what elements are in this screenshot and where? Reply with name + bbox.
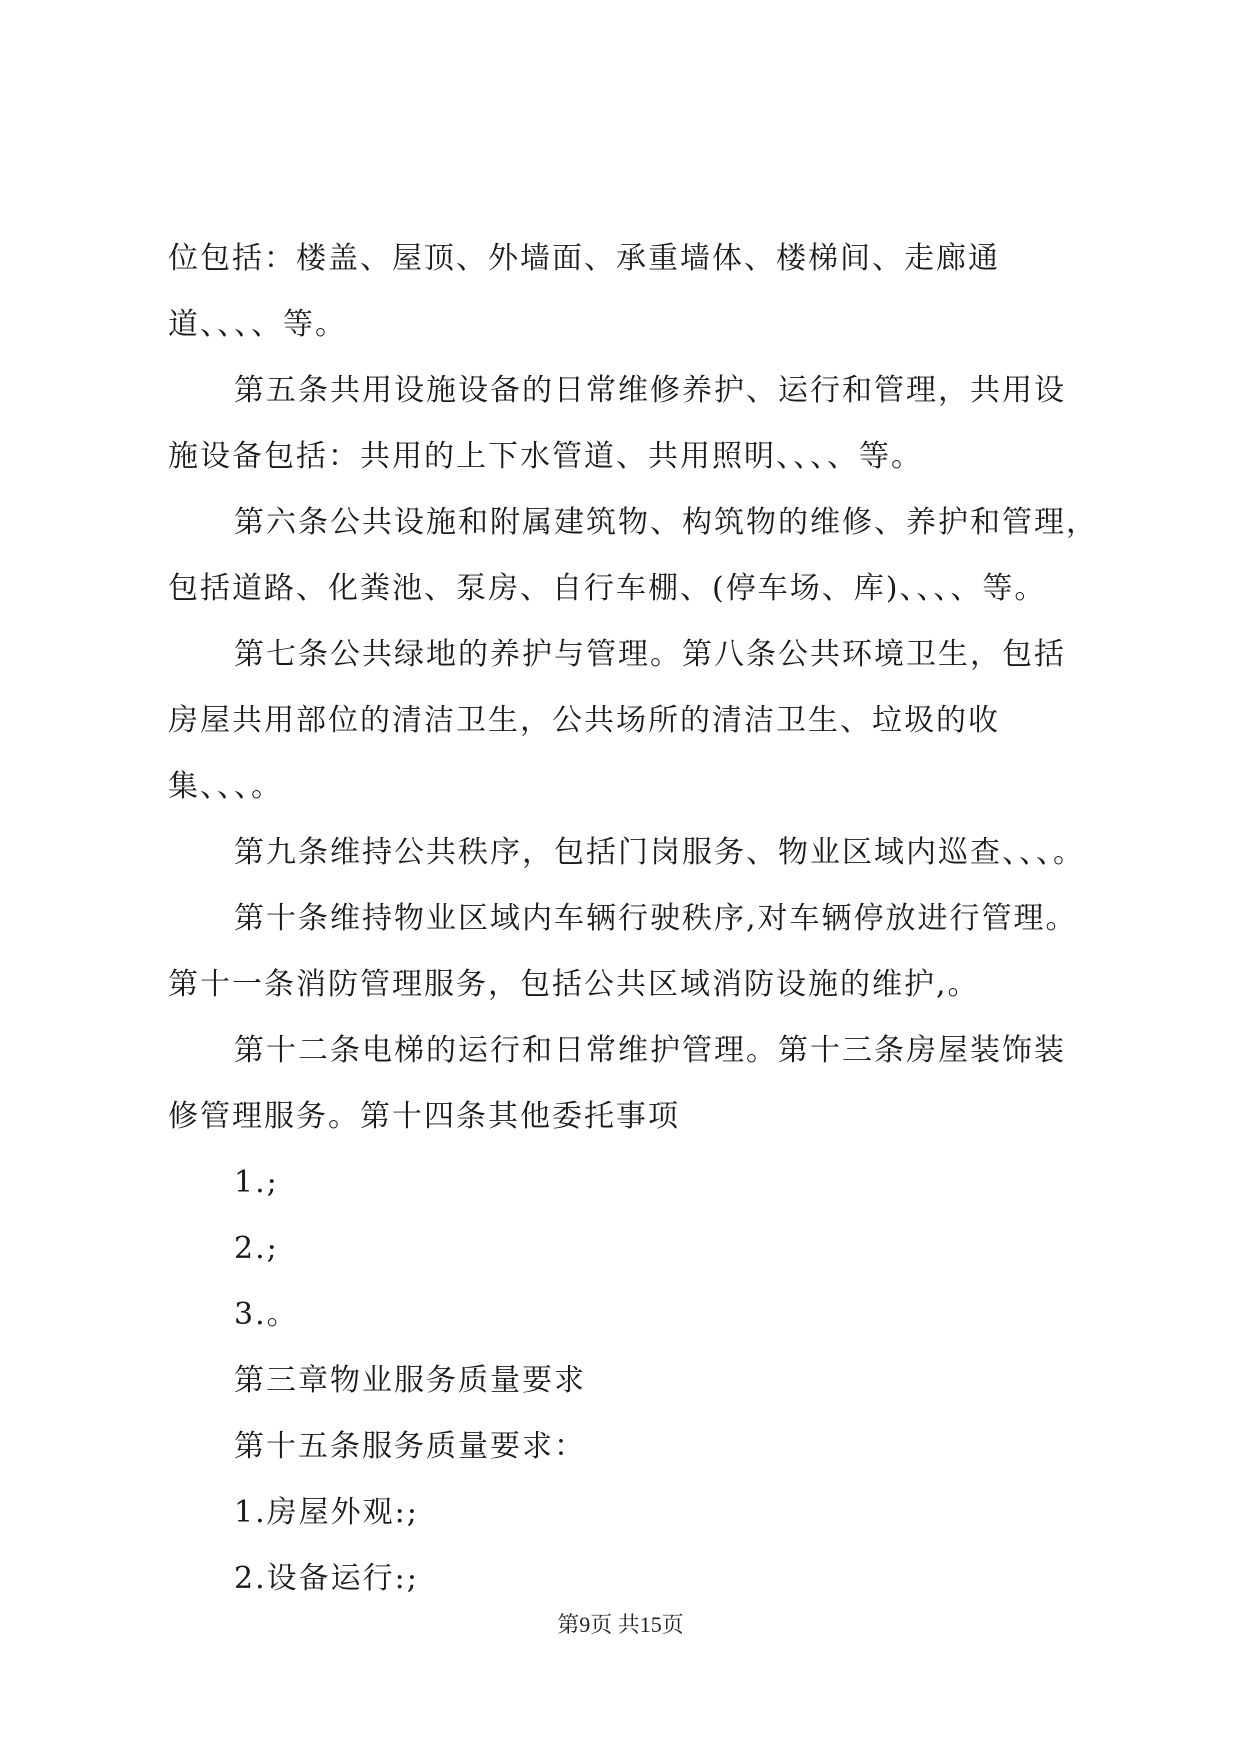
document-body xyxy=(168,226,1098,1612)
text-line: 第七条公共绿地的养护与管理。第八条公共环境卫生，包括 xyxy=(234,637,1066,672)
text-line: 第十条维持物业区域内车辆行驶秩序,对车辆停放进行管理。 xyxy=(234,901,1078,936)
chapter-heading: 第三章物业服务质量要求 xyxy=(234,1363,586,1398)
text-line: 第五条共用设施设备的日常维修养护、运行和管理，共用设 xyxy=(234,373,1066,408)
text-line: 集、、、。 xyxy=(168,769,283,804)
text-line: 第十一条消防管理服务，包括公共区域消防设施的维护,。 xyxy=(168,967,980,1002)
list-item: 2.; xyxy=(234,1231,279,1266)
text-line: 施设备包括：共用的上下水管道、共用照明、、、、等。 xyxy=(168,439,923,474)
text-line: 房屋共用部位的清洁卫生，公共场所的清洁卫生、垃圾的收 xyxy=(168,703,1000,738)
text-line: 第十二条电梯的运行和日常维护管理。第十三条房屋装饰装 xyxy=(234,1033,1066,1068)
page-number-footer: 第9页 共15页 xyxy=(557,1612,684,1637)
text-line: 包括道路、化粪池、泵房、自行车棚、(停车场、库)、、、、等。 xyxy=(168,571,1047,606)
list-item: 1.房屋外观:; xyxy=(234,1495,419,1530)
text-line: 第十五条服务质量要求： xyxy=(234,1429,586,1464)
text-line: 位包括：楼盖、屋顶、外墙面、承重墙体、楼梯间、走廊通 xyxy=(168,241,1000,276)
text-line: 道、、、、等。 xyxy=(168,307,347,342)
text-line: 修管理服务。第十四条其他委托事项 xyxy=(168,1099,680,1134)
list-item: 2.设备运行:; xyxy=(234,1561,419,1596)
list-item: 1.; xyxy=(234,1165,279,1200)
text-line: 第六条公共设施和附属建筑物、构筑物的维修、养护和管理， xyxy=(234,505,1098,540)
text-line: 第九条维持公共秩序，包括门岗服务、物业区域内巡查、、、。 xyxy=(234,835,1085,870)
list-item: 3.。 xyxy=(234,1297,299,1332)
